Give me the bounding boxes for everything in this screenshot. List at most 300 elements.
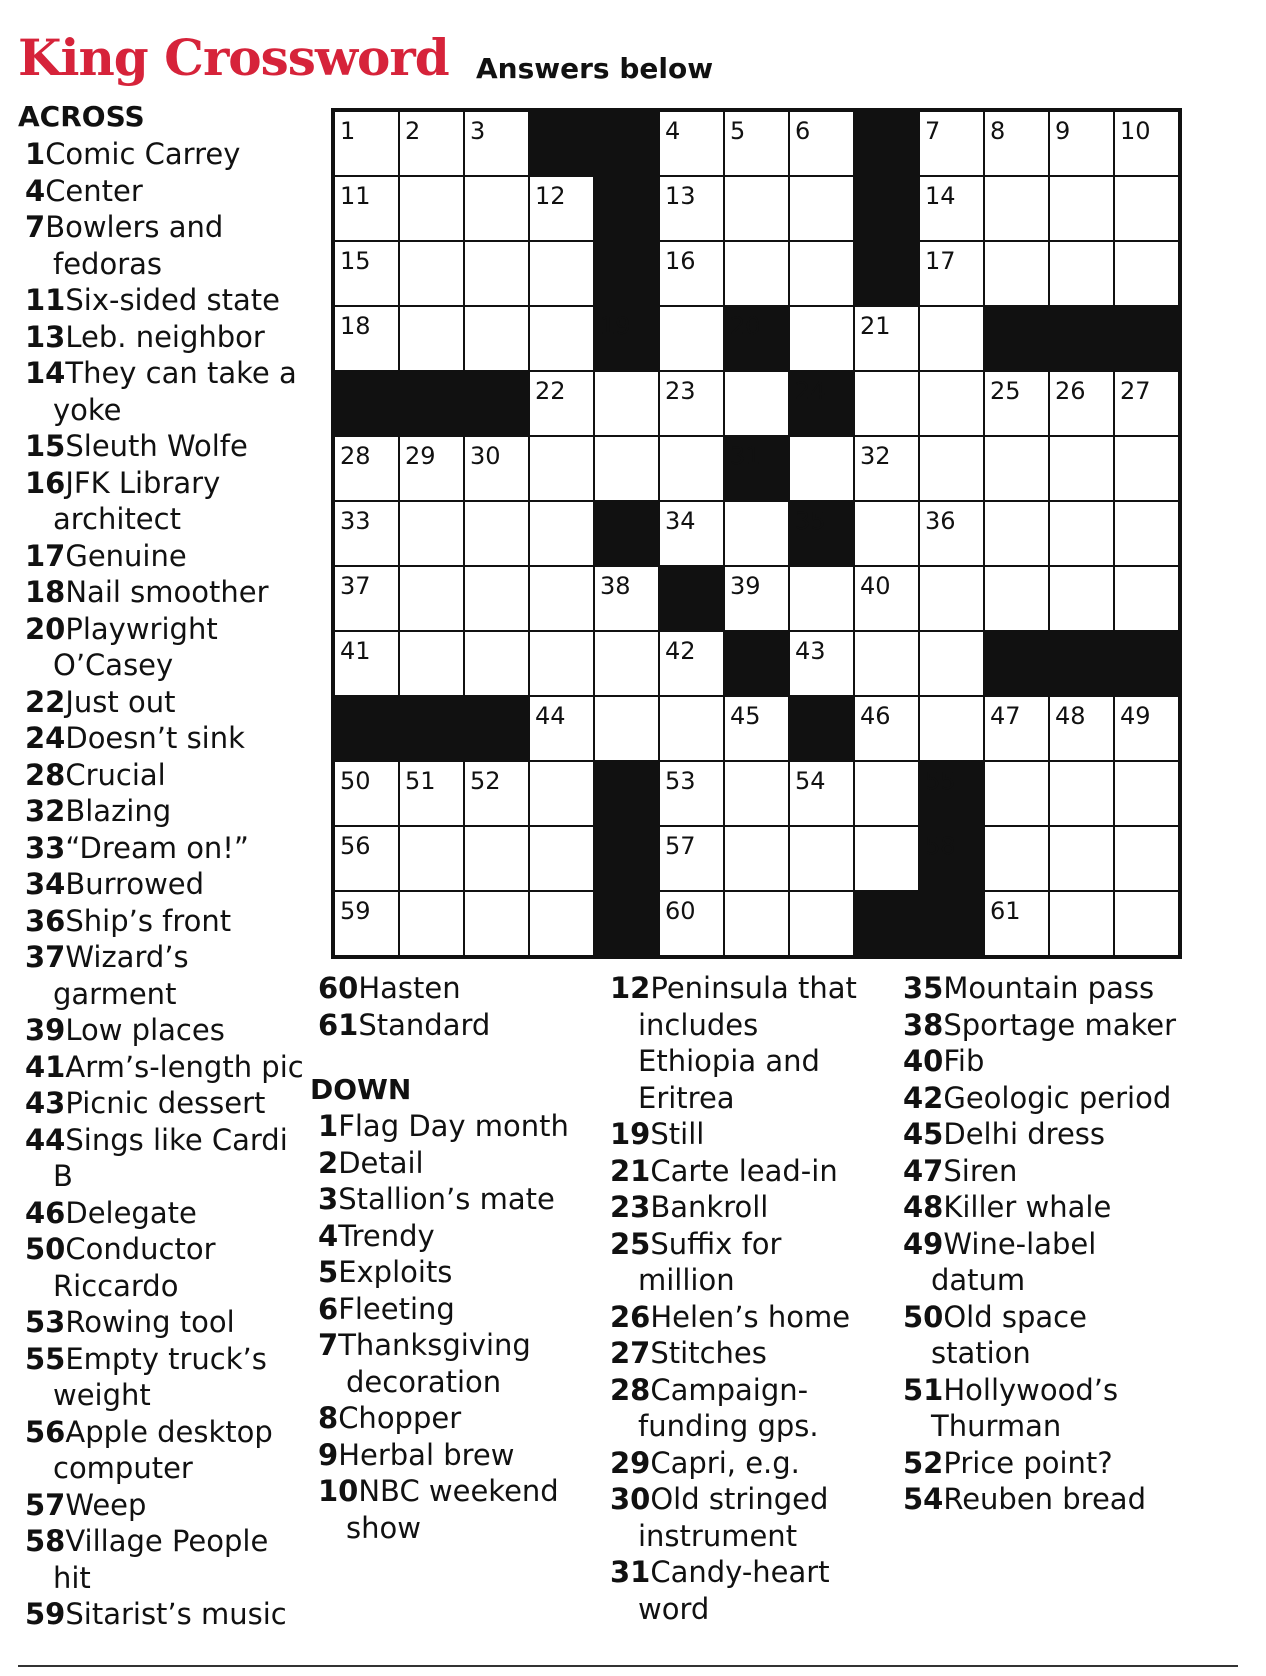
across-clue-56[interactable] [25, 1414, 305, 1487]
down-clue-40[interactable] [903, 1043, 1183, 1080]
grid-cell[interactable] [919, 631, 984, 696]
grid-cell[interactable] [919, 436, 984, 501]
across-clue-17[interactable] [25, 538, 305, 575]
cell-number: 32 [860, 442, 891, 470]
clue-number: 28 [610, 1372, 651, 1407]
clue-text: Old space station [931, 1299, 1087, 1370]
down-clue-1[interactable] [318, 1108, 588, 1145]
grid-cell[interactable] [854, 631, 919, 696]
grid-cell[interactable] [789, 241, 854, 306]
down-clue-8[interactable] [318, 1400, 588, 1437]
grid-cell[interactable] [854, 826, 919, 891]
grid-cell[interactable] [464, 891, 529, 956]
clue-number: 58 [25, 1524, 66, 1558]
clue-number: 9 [318, 1437, 339, 1472]
grid-cell[interactable] [724, 501, 789, 566]
clue-text: Blazing [65, 794, 172, 828]
clue-text: “Dream on!” [65, 830, 249, 865]
clue-text: Peninsula that includes Ethiopia and Eritrea [638, 971, 857, 1115]
clue-number: 57 [25, 1487, 66, 1522]
clue-text: Playwright O’Casey [53, 611, 218, 682]
clue-text: Apple desktop computer [53, 1414, 273, 1485]
clue-number: 25 [610, 1226, 651, 1261]
grid-block [399, 371, 464, 436]
grid-cell[interactable] [789, 891, 854, 956]
grid-cell[interactable] [1114, 501, 1179, 566]
answers-note: Answers below [476, 52, 714, 85]
clue-number: 51 [903, 1372, 944, 1407]
grid-block [724, 631, 789, 696]
cell-number: 45 [730, 702, 761, 730]
clue-text: Killer whale [943, 1190, 1112, 1224]
down-clue-51[interactable] [903, 1372, 1183, 1445]
clue-text: Sitarist’s music [65, 1597, 287, 1631]
down-clue-4[interactable] [318, 1218, 588, 1255]
down-clue-31[interactable] [610, 1554, 885, 1627]
clue-number: 10 [318, 1474, 359, 1508]
grid-cell[interactable] [464, 176, 529, 241]
cell-number: 11 [340, 182, 371, 210]
clue-number: 29 [610, 1445, 651, 1480]
grid-cell[interactable] [464, 631, 529, 696]
down-clue-27[interactable] [610, 1335, 885, 1372]
down-clue-38[interactable] [903, 1007, 1183, 1044]
cell-number: 8 [990, 117, 1006, 145]
clue-text: Village People hit [53, 1524, 269, 1595]
grid-cell[interactable] [789, 826, 854, 891]
clue-number: 38 [903, 1007, 944, 1042]
grid-block [854, 891, 919, 956]
grid-cell[interactable] [984, 436, 1049, 501]
clue-number: 33 [25, 830, 66, 865]
clue-text: Comic Carrey [45, 137, 241, 171]
across-clue-24[interactable] [25, 720, 305, 757]
grid-cell[interactable] [529, 241, 594, 306]
grid-block [1114, 306, 1179, 371]
grid-cell[interactable] [529, 826, 594, 891]
clue-number: 12 [610, 971, 651, 1005]
down-clue-52[interactable] [903, 1445, 1183, 1482]
across-clue-58[interactable] [25, 1523, 305, 1596]
cell-number: 25 [990, 377, 1021, 405]
clue-number: 46 [25, 1195, 66, 1230]
clue-text: Sings like Cardi B [53, 1122, 288, 1193]
across-clue-37[interactable] [25, 939, 305, 1012]
grid-cell[interactable] [464, 566, 529, 631]
cell-number: 26 [1055, 377, 1086, 405]
grid-cell[interactable] [724, 761, 789, 826]
cell-number: 41 [340, 637, 371, 665]
clue-number: 5 [318, 1255, 339, 1289]
clue-text: Carte lead-in [650, 1153, 838, 1188]
grid-cell[interactable] [399, 176, 464, 241]
cell-number: 60 [665, 897, 696, 925]
cell-number: 29 [405, 442, 436, 470]
grid-cell[interactable] [984, 176, 1049, 241]
clue-number: 1 [318, 1109, 339, 1143]
clue-number: 40 [903, 1044, 944, 1078]
clue-text: Wine-label datum [931, 1226, 1097, 1297]
grid-block [1114, 631, 1179, 696]
grid-block [1049, 631, 1114, 696]
across-clue-61[interactable] [318, 1007, 588, 1044]
grid-cell[interactable] [529, 631, 594, 696]
clue-number: 20 [25, 611, 66, 646]
clue-text: Just out [65, 684, 176, 719]
clue-text: Picnic dessert [65, 1086, 266, 1120]
across-clue-39[interactable] [25, 1012, 305, 1049]
across-clue-43[interactable] [25, 1085, 305, 1122]
grid-block [594, 111, 659, 176]
down-clue-6[interactable] [318, 1291, 588, 1328]
grid-cell[interactable] [464, 826, 529, 891]
clue-number: 54 [903, 1482, 944, 1516]
across-clue-36[interactable] [25, 903, 305, 940]
cell-number: 36 [925, 507, 956, 535]
across-clue-44[interactable] [25, 1122, 305, 1195]
cell-number: 50 [340, 767, 371, 795]
down-clue-12[interactable] [610, 970, 885, 1116]
grid-cell[interactable] [659, 306, 724, 371]
clue-number: 43 [25, 1086, 66, 1120]
clue-number: 30 [610, 1482, 651, 1516]
across-clue-22[interactable] [25, 684, 305, 721]
cell-number: 3 [470, 117, 486, 145]
clue-text: Burrowed [65, 867, 205, 901]
down-clue-25[interactable] [610, 1226, 885, 1299]
cell-number: 52 [470, 767, 501, 795]
clue-text: Thanksgiving decoration [338, 1328, 531, 1399]
clue-number: 47 [903, 1153, 944, 1188]
cell-number: 31 [730, 442, 761, 470]
across-clue-11[interactable] [25, 282, 305, 319]
grid-cell[interactable] [594, 631, 659, 696]
cell-number: 22 [535, 377, 566, 405]
cell-number: 15 [340, 247, 371, 275]
clue-text: Fleeting [338, 1291, 455, 1326]
grid-cell[interactable] [1049, 566, 1114, 631]
clue-text: Six-sided state [65, 283, 280, 317]
clue-number: 31 [610, 1555, 651, 1589]
down-clue-7[interactable] [318, 1327, 588, 1400]
cell-number: 49 [1120, 702, 1151, 730]
down-clue-29[interactable] [610, 1445, 885, 1482]
grid-cell[interactable] [1114, 436, 1179, 501]
grid-cell[interactable] [984, 241, 1049, 306]
clue-text: Chopper [338, 1401, 462, 1435]
grid-cell[interactable] [854, 761, 919, 826]
down-clue-30[interactable] [610, 1481, 885, 1554]
grid-cell[interactable] [1114, 761, 1179, 826]
clue-text: Standard [358, 1007, 491, 1042]
grid-cell[interactable] [984, 566, 1049, 631]
clue-number: 45 [903, 1117, 944, 1151]
clue-text: Ship’s front [65, 903, 232, 938]
crossword-grid-svg[interactable] [334, 111, 1179, 956]
grid-cell[interactable] [659, 696, 724, 761]
grid-cell[interactable] [789, 436, 854, 501]
down-clue-10[interactable] [318, 1473, 588, 1546]
down-clue-35[interactable] [903, 970, 1183, 1007]
cell-number: 17 [925, 247, 956, 275]
grid-cell[interactable] [724, 176, 789, 241]
grid-block [464, 371, 529, 436]
grid-cell[interactable] [854, 501, 919, 566]
grid-cell[interactable] [1049, 501, 1114, 566]
clue-text: Conductor Riccardo [53, 1232, 216, 1303]
across-clue-41[interactable] [25, 1049, 305, 1086]
down-clue-2[interactable] [318, 1145, 588, 1182]
clue-number: 17 [25, 538, 66, 573]
clue-number: 28 [25, 757, 66, 792]
grid-cell[interactable] [1114, 826, 1179, 891]
cell-number: 18 [340, 312, 371, 340]
grid-block [594, 826, 659, 891]
cell-number: 4 [665, 117, 681, 145]
clue-text: Wizard’s garment [53, 940, 189, 1011]
grid-cell[interactable] [529, 761, 594, 826]
clue-text: Doesn’t sink [65, 721, 245, 755]
down-clue-9[interactable] [318, 1437, 588, 1474]
grid-cell[interactable] [1114, 891, 1179, 956]
grid-cell[interactable] [789, 176, 854, 241]
clue-text: Weep [65, 1487, 147, 1522]
clue-number: 41 [25, 1049, 66, 1084]
clue-text: Low places [65, 1013, 225, 1047]
clue-text: Flag Day month [338, 1109, 569, 1143]
grid-cell[interactable] [399, 631, 464, 696]
clue-text: Reuben bread [943, 1482, 1146, 1516]
bottom-rule [18, 1665, 1238, 1667]
grid-cell[interactable] [1049, 826, 1114, 891]
crossword-grid[interactable] [331, 108, 1182, 959]
cell-number: 33 [340, 507, 371, 535]
across-clues-column-1 [25, 136, 305, 1633]
cell-number: 1 [340, 117, 356, 145]
clue-text: Delhi dress [943, 1117, 1105, 1151]
grid-cell[interactable] [399, 241, 464, 306]
down-clue-28[interactable] [610, 1372, 885, 1445]
grid-cell[interactable] [1049, 891, 1114, 956]
down-clues-column-1 [318, 1108, 588, 1546]
grid-block [594, 241, 659, 306]
across-clue-46[interactable] [25, 1195, 305, 1232]
clue-number: 27 [610, 1336, 651, 1370]
grid-block [984, 631, 1049, 696]
clue-number: 42 [903, 1080, 944, 1115]
across-clue-1[interactable] [25, 136, 305, 173]
grid-cell[interactable] [1114, 176, 1179, 241]
clue-text: Delegate [65, 1195, 197, 1230]
across-clue-32[interactable] [25, 793, 305, 830]
down-clue-5[interactable] [318, 1254, 588, 1291]
grid-block [854, 241, 919, 306]
cell-number: 34 [665, 507, 696, 535]
grid-cell[interactable] [724, 891, 789, 956]
grid-cell[interactable] [1049, 761, 1114, 826]
clue-text: Price point? [943, 1445, 1113, 1480]
grid-cell[interactable] [594, 436, 659, 501]
across-clue-13[interactable] [25, 319, 305, 356]
grid-cell[interactable] [724, 241, 789, 306]
down-clue-45[interactable] [903, 1116, 1183, 1153]
clue-number: 37 [25, 940, 66, 974]
down-clue-50[interactable] [903, 1299, 1183, 1372]
cell-number: 40 [860, 572, 891, 600]
clue-number: 1 [25, 137, 46, 171]
grid-cell[interactable] [1049, 241, 1114, 306]
cell-number: 61 [990, 897, 1021, 925]
grid-cell[interactable] [984, 761, 1049, 826]
grid-cell[interactable] [594, 696, 659, 761]
clue-number: 60 [318, 971, 359, 1005]
grid-block [919, 891, 984, 956]
grid-cell[interactable] [919, 306, 984, 371]
clue-text: Herbal brew [338, 1437, 515, 1472]
clue-number: 34 [25, 867, 66, 901]
clue-number: 8 [318, 1401, 339, 1435]
cell-number: 10 [1120, 117, 1151, 145]
across-clue-7[interactable] [25, 209, 305, 282]
down-clue-19[interactable] [610, 1116, 885, 1153]
grid-cell[interactable] [659, 436, 724, 501]
down-clue-42[interactable] [903, 1080, 1183, 1117]
grid-cell[interactable] [984, 501, 1049, 566]
cell-number: 13 [665, 182, 696, 210]
across-clue-57[interactable] [25, 1487, 305, 1524]
down-clue-48[interactable] [903, 1189, 1183, 1226]
clue-number: 39 [25, 1013, 66, 1047]
grid-cell[interactable] [529, 306, 594, 371]
cell-number: 35 [795, 507, 826, 535]
clue-number: 6 [318, 1291, 339, 1326]
clue-number: 4 [25, 173, 46, 208]
clue-text: Sleuth Wolfe [65, 429, 248, 463]
grid-cell[interactable] [594, 371, 659, 436]
down-clue-49[interactable] [903, 1226, 1183, 1299]
across-clue-34[interactable] [25, 866, 305, 903]
clue-number: 32 [25, 794, 66, 828]
grid-block [854, 111, 919, 176]
grid-cell[interactable] [789, 306, 854, 371]
across-clue-15[interactable] [25, 428, 305, 465]
down-clue-21[interactable] [610, 1153, 885, 1190]
grid-cell[interactable] [1114, 241, 1179, 306]
grid-block [984, 306, 1049, 371]
grid-cell[interactable] [984, 826, 1049, 891]
grid-block [594, 891, 659, 956]
clue-number: 13 [25, 319, 66, 354]
cell-number: 42 [665, 637, 696, 665]
grid-cell[interactable] [919, 696, 984, 761]
grid-cell[interactable] [529, 436, 594, 501]
grid-cell[interactable] [399, 306, 464, 371]
across-clue-53[interactable] [25, 1304, 305, 1341]
grid-cell[interactable] [399, 891, 464, 956]
clue-number: 48 [903, 1190, 944, 1224]
across-clue-18[interactable] [25, 574, 305, 611]
cell-number: 23 [665, 377, 696, 405]
across-clue-60[interactable] [318, 970, 588, 1007]
clue-text: Campaign-funding gps. [638, 1372, 819, 1443]
cell-number: 12 [535, 182, 566, 210]
across-clue-20[interactable] [25, 611, 305, 684]
grid-cell[interactable] [399, 566, 464, 631]
across-clue-4[interactable] [25, 173, 305, 210]
grid-cell[interactable] [399, 501, 464, 566]
grid-cell[interactable] [724, 371, 789, 436]
cell-number: 28 [340, 442, 371, 470]
down-clues-column-3 [903, 970, 1183, 1518]
grid-cell[interactable] [724, 826, 789, 891]
clue-text: Hollywood’s Thurman [931, 1372, 1119, 1443]
across-clue-14[interactable] [25, 355, 305, 428]
across-clue-55[interactable] [25, 1341, 305, 1414]
clue-number: 55 [25, 1341, 66, 1376]
clue-text: Mountain pass [943, 971, 1155, 1005]
grid-block [1049, 306, 1114, 371]
clue-text: Stallion’s mate [338, 1182, 555, 1216]
clue-text: Leb. neighbor [65, 319, 265, 354]
cell-number: 24 [795, 377, 826, 405]
across-clue-28[interactable] [25, 757, 305, 794]
grid-block [334, 696, 399, 761]
grid-cell[interactable] [1049, 176, 1114, 241]
grid-cell[interactable] [854, 371, 919, 436]
grid-cell[interactable] [1114, 566, 1179, 631]
across-clue-50[interactable] [25, 1231, 305, 1304]
grid-cell[interactable] [464, 241, 529, 306]
cell-number: 6 [795, 117, 811, 145]
clue-text: Candy-heart word [638, 1555, 830, 1626]
grid-cell[interactable] [464, 306, 529, 371]
grid-cell[interactable] [464, 501, 529, 566]
clue-number: 50 [25, 1232, 66, 1266]
clue-text: Siren [943, 1153, 1018, 1188]
grid-cell[interactable] [529, 566, 594, 631]
cell-number: 9 [1055, 117, 1071, 145]
cell-number: 46 [860, 702, 891, 730]
grid-cell[interactable] [529, 891, 594, 956]
down-clue-47[interactable] [903, 1153, 1183, 1190]
clue-number: 18 [25, 575, 66, 609]
grid-cell[interactable] [789, 566, 854, 631]
clue-text: Center [45, 173, 143, 208]
cell-number: 30 [470, 442, 501, 470]
grid-cell[interactable] [919, 566, 984, 631]
down-clue-3[interactable] [318, 1181, 588, 1218]
cell-number: 20 [730, 312, 761, 340]
clue-text: Arm’s-length pic [65, 1049, 304, 1084]
grid-block [659, 566, 724, 631]
clue-text: JFK Library architect [53, 465, 221, 536]
down-clue-26[interactable] [610, 1299, 885, 1336]
cell-number: 5 [730, 117, 746, 145]
down-clue-23[interactable] [610, 1189, 885, 1226]
clue-text: Helen’s home [650, 1299, 851, 1334]
across-clue-59[interactable] [25, 1596, 305, 1633]
across-clue-16[interactable] [25, 465, 305, 538]
down-clue-54[interactable] [903, 1481, 1183, 1518]
across-clue-33[interactable] [25, 830, 305, 867]
grid-cell[interactable] [529, 501, 594, 566]
cell-number: 14 [925, 182, 956, 210]
grid-cell[interactable] [399, 826, 464, 891]
grid-cell[interactable] [919, 371, 984, 436]
grid-block [594, 501, 659, 566]
clue-number: 59 [25, 1597, 66, 1631]
grid-cell[interactable] [1049, 436, 1114, 501]
